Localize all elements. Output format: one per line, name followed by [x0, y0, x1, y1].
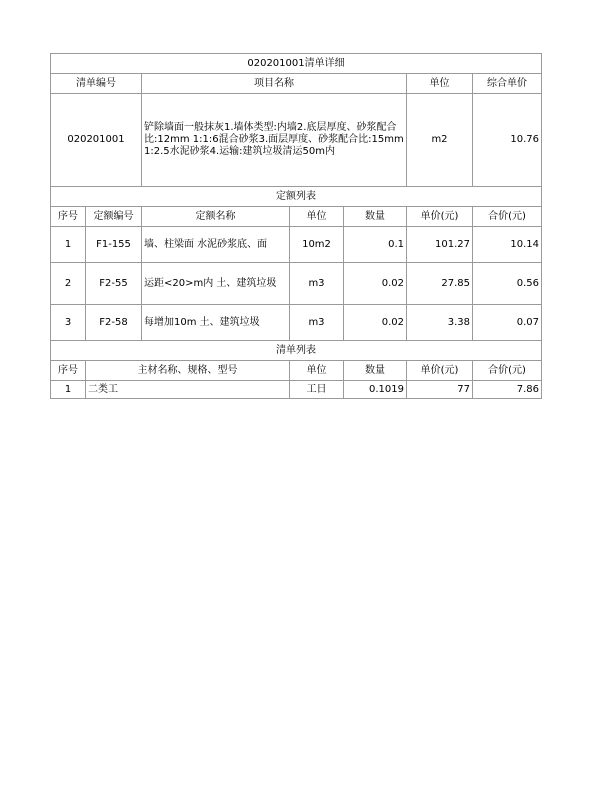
quota-section-row — [51, 187, 542, 207]
title-row — [51, 54, 542, 74]
material-no-header: 序号 — [51, 361, 86, 381]
bill-price: 10.76 — [473, 94, 542, 187]
quota-no-header: 序号 — [51, 207, 86, 227]
quota-unit: m3 — [290, 305, 344, 341]
material-name-header: 主材名称、规格、型号 — [86, 361, 290, 381]
bill-detail-table — [50, 53, 542, 399]
quota-no: 2 — [51, 263, 86, 305]
quota-code: F1-155 — [86, 227, 142, 263]
quota-qty: 0.02 — [344, 263, 407, 305]
bill-description: 铲除墙面一般抹灰1.墙体类型:内墙2.底层厚度、砂浆配合比:12mm 1:1:6混合砂浆3.面层厚度、砂浆配合比:15mm 1:2.5水泥砂浆4.运输:建筑垃圾清运50m内 — [142, 94, 407, 187]
quota-total: 10.14 — [473, 227, 542, 263]
bill-price-header: 综合单价 — [473, 74, 542, 94]
quota-header-row — [51, 207, 542, 227]
material-name: 二类工 — [86, 381, 290, 399]
quota-section-title: 定额列表 — [51, 187, 542, 207]
quota-code-header: 定额编号 — [86, 207, 142, 227]
quota-name: 墙、柱梁面 水泥砂浆底、面 — [142, 227, 290, 263]
bill-unit-header: 单位 — [407, 74, 473, 94]
bill-code-header: 清单编号 — [51, 74, 142, 94]
quota-code: F2-58 — [86, 305, 142, 341]
quota-name: 每增加10m 土、建筑垃圾 — [142, 305, 290, 341]
table-row — [51, 381, 542, 399]
material-qty: 0.1019 — [344, 381, 407, 399]
quota-unit: 10m2 — [290, 227, 344, 263]
material-total: 7.86 — [473, 381, 542, 399]
table-row — [51, 227, 542, 263]
material-unit-price: 77 — [407, 381, 473, 399]
quota-qty-header: 数量 — [344, 207, 407, 227]
bill-row — [51, 94, 542, 187]
material-qty-header: 数量 — [344, 361, 407, 381]
quota-unit-price: 101.27 — [407, 227, 473, 263]
bill-code: 020201001 — [51, 94, 142, 187]
quota-unit-price: 3.38 — [407, 305, 473, 341]
quota-unit-price-header: 单价(元) — [407, 207, 473, 227]
quota-qty: 0.1 — [344, 227, 407, 263]
table-row — [51, 263, 542, 305]
sheet-title: 020201001清单详细 — [51, 54, 542, 74]
material-header-row — [51, 361, 542, 381]
quota-name-header: 定额名称 — [142, 207, 290, 227]
quota-no: 3 — [51, 305, 86, 341]
quota-total-header: 合价(元) — [473, 207, 542, 227]
quota-unit-header: 单位 — [290, 207, 344, 227]
bill-name-header: 项目名称 — [142, 74, 407, 94]
material-unit: 工日 — [290, 381, 344, 399]
quota-qty: 0.02 — [344, 305, 407, 341]
quota-total: 0.56 — [473, 263, 542, 305]
quota-unit: m3 — [290, 263, 344, 305]
bill-unit: m2 — [407, 94, 473, 187]
material-total-header: 合价(元) — [473, 361, 542, 381]
quota-total: 0.07 — [473, 305, 542, 341]
material-section-title: 清单列表 — [51, 341, 542, 361]
quota-unit-price: 27.85 — [407, 263, 473, 305]
quota-no: 1 — [51, 227, 86, 263]
material-unit-header: 单位 — [290, 361, 344, 381]
material-unit-price-header: 单价(元) — [407, 361, 473, 381]
bill-header-row — [51, 74, 542, 94]
quota-name: 运距<20>m内 土、建筑垃圾 — [142, 263, 290, 305]
material-section-row — [51, 341, 542, 361]
table-row — [51, 305, 542, 341]
quota-code: F2-55 — [86, 263, 142, 305]
material-no: 1 — [51, 381, 86, 399]
